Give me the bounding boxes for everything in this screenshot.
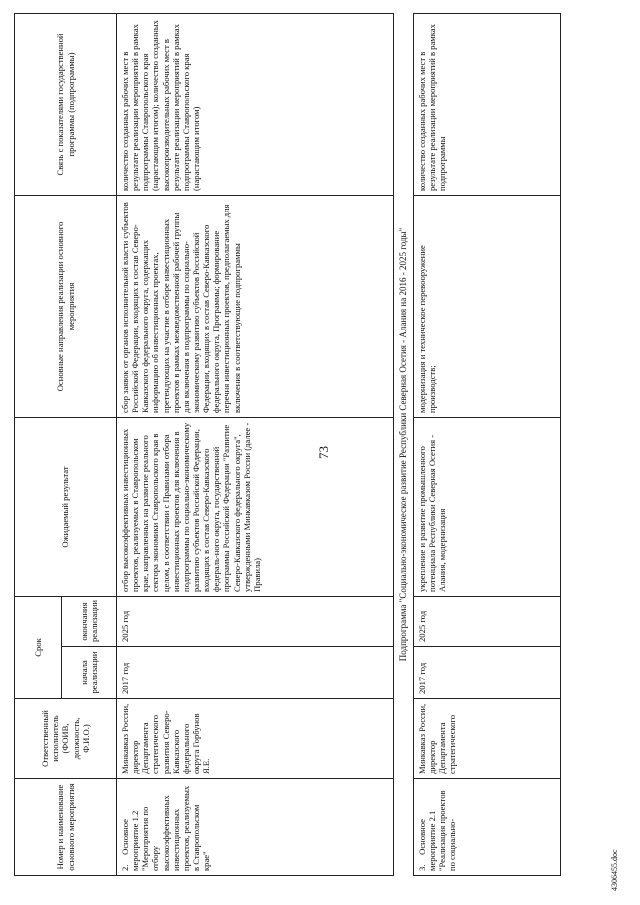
cell-name xyxy=(413,779,560,876)
page-number: 73 xyxy=(316,446,331,459)
header-start: начала реализации xyxy=(62,647,117,699)
header-result: Ожидаемый результат xyxy=(15,417,117,596)
header-executor: Ответственный исполнитель (ФОИВ, должность, Ф.И.О.) xyxy=(15,699,117,779)
cell-link: количество созданных рабочих мест в результате реализации мероприятий в рамках подпрограммы xyxy=(413,13,560,195)
footer-filename: 4306455.doc xyxy=(610,849,619,891)
table-row xyxy=(117,13,394,875)
header-name: Номер и наименование основного мероприятия xyxy=(15,779,117,876)
row-name-text: Основное мероприятие 2.1 "Реализация проектов по социально- xyxy=(416,790,458,871)
header-link: Связь с показателями государственной программы (подпрограммы) xyxy=(15,13,117,195)
cell-result: отбор высокоэффективных инвестиционных проектов, реализуемых в Ставропольском крае, направленных на развитие реального сектора экономики Ставропольского края в целом, в соответствии с Правилами отбора инвестиционных проектов для включения в подпрограммы по социально-экономическому развитию субъектов Российской Федерации, входящих в состав Северо-Кавказского федераль-ного округа, государственной программы Российской Федерации "Развитие Северо-Кавказского федерального округа", утвержденными Минкавказом России (далее - Правила) xyxy=(117,417,394,596)
cell-end: 2025 год xyxy=(117,596,394,646)
row-number: 3. xyxy=(416,864,427,871)
cell-directions: модернизация и техническое перевооружение производств; xyxy=(413,195,560,417)
cell-executor: Минкавказ России, директор Департамента стратегического xyxy=(413,699,560,779)
cell-executor: Минкавказ России, директор Департамента стратегического развития Северо-Кавказского федерального округа Горбунов Я.Е. xyxy=(117,699,394,779)
cell-end: 2025 год xyxy=(413,596,560,646)
subprogram-row xyxy=(394,13,414,875)
header-term: Срок xyxy=(15,596,62,698)
cell-start: 2017 год xyxy=(413,647,560,699)
cell-name xyxy=(117,779,394,876)
row-name-text: Основное мероприятие 1.2 "Мероприятия по отбору высокоэффективных инвестиционных проектов, реализуемых в Ставропольском крае" xyxy=(120,785,212,871)
table-row xyxy=(413,13,560,875)
cell-start: 2017 год xyxy=(117,647,394,699)
program-table xyxy=(14,13,561,876)
header-directions: Основные направления реализации основного мероприятия xyxy=(15,195,117,417)
header-end: окончания реализации xyxy=(62,596,117,646)
subprogram-title: Подпрограмма "Социально-экономическое развитие Республики Северная Осетия - Алания на 2016 - 2025 годы" xyxy=(394,13,414,875)
cell-directions: сбор заявок от органов исполнительной власти субъектов Российской Федерации, входящих в состав Северо-Кавказского федерального округа, содержащих информацию об инвестиционных проектах, претендующих на участие в отборе инвестиционных проектов в рамках межведомственной рабочей группы для включения в подпрограммы по социально-экономическому развитию субъектов Российской Федерации, входящих в состав Северо-Кавказского федерального округа, Программы; формирование перечня инвестиционных проектов, предполагаемых для включения в соответствующие подпрограммы xyxy=(117,195,394,417)
row-number: 2. xyxy=(120,864,130,871)
cell-link: количество созданных рабочих мест в результате реализации мероприятий в рамках подпрограммы Ставропольского края (нарастающим итогом); количество созданных высокопроизводительных рабочих мест в результате реализации мероприятий в рамках подпрограммы Ставропольского края (нарастающим итогом) xyxy=(117,13,394,195)
cell-result: укрепление и развитие промышленного потенциала Республики Северная Осетия - Алания, модернизация xyxy=(413,417,560,596)
